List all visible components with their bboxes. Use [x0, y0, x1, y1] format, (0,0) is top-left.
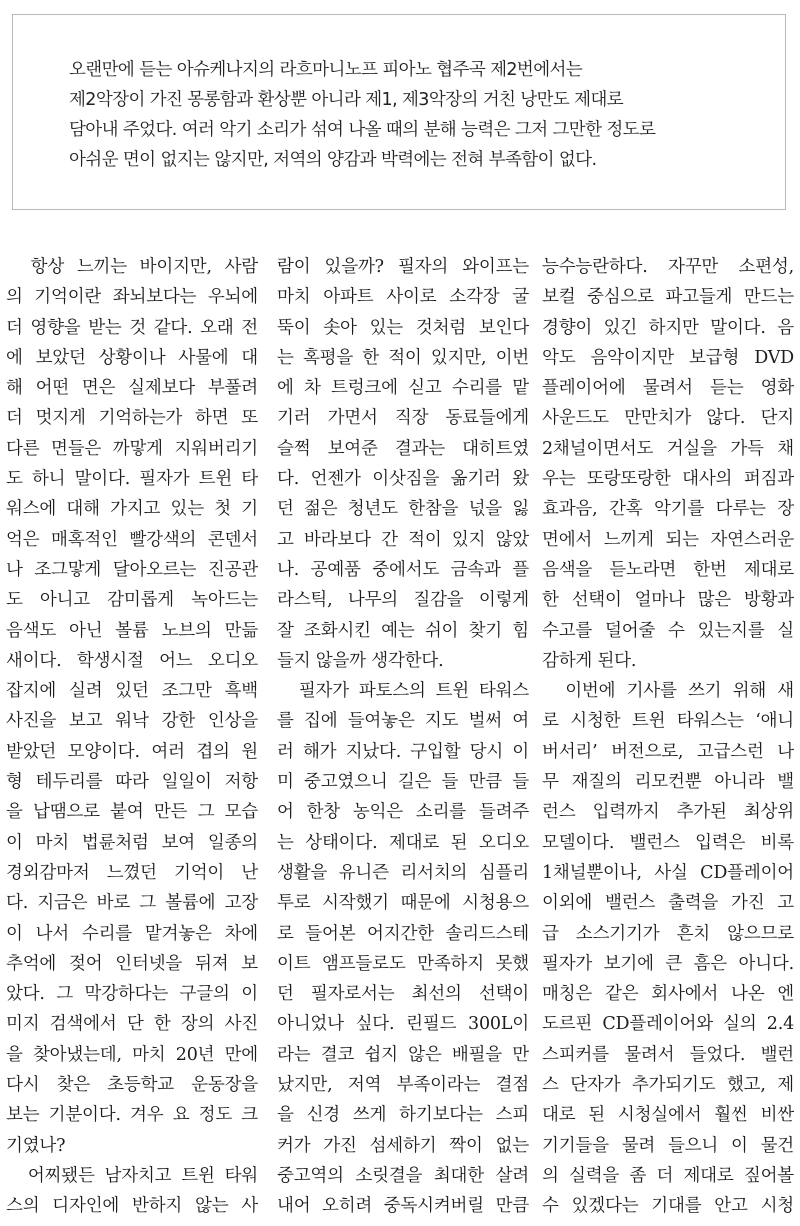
article-line: 도르핀 CD플레이어와 실의 2.4	[542, 1014, 794, 1035]
article-line: 던 필자로서는 최선의 선택이	[277, 984, 529, 1005]
article-line: 의 기억이란 좌뇌보다는 우뇌에	[6, 287, 258, 308]
article-line: 다시 찾은 초등학교 운동장을	[6, 1075, 258, 1096]
article-line: 커가 가진 섬세하기 짝이 없는	[277, 1135, 529, 1156]
article-line: 마치 아파트 사이로 소각장 굴	[277, 287, 529, 308]
article-line: 급 소스기기가 흔치 않으므로	[542, 923, 794, 944]
article-line: 로 들어본 어지간한 솔리드스테	[277, 923, 529, 944]
article-line: 아니었나 싶다. 린필드 300L이	[277, 1014, 529, 1035]
article-line: 형 테두리를 따라 일일이 저항	[6, 772, 258, 793]
article-line: 필자가 보기에 큰 흠은 아니다.	[542, 953, 794, 974]
article-line: 수고를 덜어줄 수 있는지를 실	[542, 620, 794, 641]
article-line: 2채널이면서도 거실을 가득 채	[542, 438, 794, 459]
article-line: 나. 공예품 중에서도 금속과 플	[277, 559, 529, 580]
article-line: 는 상태이다. 제대로 된 오디오	[277, 832, 529, 853]
article-line: 음색도 아닌 볼륨 노브의 만듦	[6, 620, 258, 641]
article-line: 경향이 있긴 하지만 말이다. 음	[542, 317, 794, 338]
article-line: 모델이다. 밸런스 입력은 비록	[542, 832, 794, 853]
article-line: 어 한창 농익은 소리를 들려주	[277, 802, 529, 823]
article-line: 효과음, 간혹 악기를 다루는 장	[542, 499, 794, 520]
article-line: 에 보았던 상황이나 사물에 대	[6, 347, 258, 368]
article-line: 고 바라보다 간 적이 있지 않았	[277, 529, 529, 550]
article-line: 이외에 밸런스 출력을 가진 고	[542, 893, 794, 914]
callout-line: 제2악장이 가진 몽롱함과 환상뿐 아니라 제1, 제3악장의 거친 낭만도 제대로	[69, 90, 624, 110]
article-line: 잘 조화시킨 예는 쉬이 찾기 힘	[277, 620, 529, 641]
article-line: 추억에 젖어 인터넷을 뒤져 보	[6, 953, 258, 974]
article-line: 매칭은 같은 회사에서 나온 엔	[542, 984, 794, 1005]
article-line: 어찌됐든 남자치고 트윈 타워	[6, 1165, 258, 1186]
article-line: 감하게 된다.	[542, 650, 637, 671]
callout-line: 오랜만에 듣는 아슈케나지의 라흐마니노프 피아노 협주곡 제2번에서는	[69, 60, 583, 80]
article-line: 무 재질의 리모컨뿐 아니라 밸	[542, 772, 794, 793]
article-line: 이트 앰프들로도 만족하지 못했	[277, 953, 529, 974]
article-line: 투로 시작했기 때문에 시청용으	[277, 893, 529, 914]
article-line: 필자가 파토스의 트윈 타워스	[277, 681, 529, 702]
article-line: 더 멋지게 기억하는가 하면 또	[6, 408, 258, 429]
article-line: 미지 검색에서 단 한 장의 사진	[6, 1014, 258, 1035]
article-line: 1채널뿐이나, 사실 CD플레이어	[542, 862, 794, 883]
article-line: 우는 또랑또랑한 대사의 퍼짐과	[542, 469, 794, 490]
article-line: 뚝이 솟아 있는 것처럼 보인다	[277, 317, 529, 338]
article-line: 슬쩍 보여준 결과는 대히트였	[277, 438, 529, 459]
article-line: 수 있겠다는 기대를 안고 시청	[542, 1196, 794, 1217]
article-line: 던 젊은 청년도 한참을 넋을 잃	[277, 499, 529, 520]
article-line: 도 아니고 감미롭게 녹아드는	[6, 590, 258, 611]
article-line: 능수능란하다. 자꾸만 소편성,	[542, 257, 794, 277]
article-line: 을 찾아냈는데, 마치 20년 만에	[6, 1044, 258, 1065]
article-line: 나 조그맣게 달아오르는 진공관	[6, 559, 258, 580]
article-line: 는 혹평을 한 적이 있지만, 이번	[277, 347, 529, 368]
article-line: 플레이어에 물려서 듣는 영화	[542, 378, 794, 399]
article-line: 기였나?	[6, 1135, 66, 1156]
article-line: 생활을 유니즌 리서치의 심플리	[277, 862, 529, 883]
article-column-3	[542, 252, 794, 1222]
article-line: 다른 면들은 까맣게 지워버리기	[6, 438, 258, 459]
article-line: 기기들을 물려 들으니 이 물건	[542, 1135, 794, 1156]
article-line: 보컬 중심으로 파고들게 만드는	[542, 287, 794, 308]
callout-line: 아쉬운 면이 없지는 않지만, 저역의 양감과 박력에는 전혀 부족함이 없다.	[69, 150, 597, 170]
article-line: 람이 있을까? 필자의 와이프는	[277, 257, 529, 277]
callout-line: 담아내 주었다. 여러 악기 소리가 섞여 나올 때의 분해 능력은 그저 그만한 정도로	[69, 120, 656, 140]
article-line: 미 중고였으니 길은 들 만큼 들	[277, 772, 529, 793]
article-line: 내어 오히려 중독시켜버릴 만큼	[277, 1196, 529, 1217]
article-line: 에 차 트렁크에 싣고 수리를 맡	[277, 378, 529, 399]
article-line: 새이다. 학생시절 어느 오디오	[6, 650, 258, 671]
article-line: 러 해가 지났다. 구입할 당시 이	[277, 741, 529, 762]
article-line: 다. 지금은 바로 그 볼륨에 고장	[6, 893, 258, 914]
article-line: 워스에 대해 가지고 있는 첫 기	[6, 499, 258, 520]
article-line: 대로 된 시청실에서 훨씬 비싼	[542, 1105, 794, 1126]
article-line: 악도 음악이지만 보급형 DVD	[542, 347, 794, 368]
article-line: 로 시청한 트윈 타워스는 ‘애니	[542, 711, 794, 732]
article-line: 경외감마저 느꼈던 기억이 난	[6, 862, 258, 883]
article-line: 한 선택이 얼마나 많은 방황과	[542, 590, 794, 611]
article-line: 기러 가면서 직장 동료들에게	[277, 408, 529, 429]
article-line: 났지만, 저역 부족이라는 결점	[277, 1075, 529, 1096]
article-column-2	[277, 252, 529, 1222]
article-line: 들지 않을까 생각한다.	[277, 650, 444, 671]
article-line: 보는 기분이다. 겨우 요 정도 크	[6, 1105, 258, 1126]
article-line: 잡지에 실려 있던 조그만 흑백	[6, 681, 258, 702]
article-line: 런스 입력까지 추가된 최상위	[542, 802, 794, 823]
article-line: 라스틱, 나무의 질감을 이렇게	[277, 590, 529, 611]
article-line: 을 신경 쓰게 하기보다는 스피	[277, 1105, 529, 1126]
article-line: 도 하니 말이다. 필자가 트윈 타	[6, 469, 258, 490]
summary-callout-box	[12, 14, 786, 210]
article-line: 라는 결코 쉽지 않은 배필을 만	[277, 1044, 529, 1065]
article-line: 받았던 모양이다. 여러 겹의 원	[6, 741, 258, 762]
article-line: 이번에 기사를 쓰기 위해 새	[542, 681, 794, 702]
article-line: 버서리’ 버전으로, 고급스런 나	[542, 741, 794, 762]
article-line: 항상 느끼는 바이지만, 사람	[6, 257, 258, 277]
article-line: 을 납땜으로 붙여 만든 그 모습	[6, 802, 258, 823]
article-line: 더 영향을 받는 것 같다. 오래 전	[6, 317, 258, 338]
article-line: 이 마치 법륜처럼 보여 일종의	[6, 832, 258, 853]
article-line: 를 집에 들여놓은 지도 벌써 여	[277, 711, 529, 732]
article-line: 면에서 느끼게 되는 자연스러운	[542, 529, 794, 550]
article-line: 았다. 그 막강하다는 구글의 이	[6, 984, 258, 1005]
article-line: 해 어떤 면은 실제보다 부풀려	[6, 378, 258, 399]
article-line: 이 나서 수리를 맡겨놓은 차에	[6, 923, 258, 944]
article-line: 중고역의 소릿결을 최대한 살려	[277, 1165, 529, 1186]
article-line: 스 단자가 추가되기도 했고, 제	[542, 1075, 794, 1096]
article-line: 억은 매혹적인 빨강색의 콘덴서	[6, 529, 258, 550]
article-line: 사운드도 만만치가 않다. 단지	[542, 408, 794, 429]
article-line: 의 실력을 좀 더 제대로 짚어볼	[542, 1165, 794, 1186]
article-column-1	[6, 252, 258, 1222]
article-line: 스피커를 물려서 들었다. 밸런	[542, 1044, 794, 1065]
article-line: 다. 언젠가 이삿짐을 옮기러 왔	[277, 469, 529, 490]
article-line: 스의 디자인에 반하지 않는 사	[6, 1196, 258, 1217]
article-line: 사진을 보고 워낙 강한 인상을	[6, 711, 258, 732]
article-line: 음색을 듣노라면 한번 제대로	[542, 559, 794, 580]
